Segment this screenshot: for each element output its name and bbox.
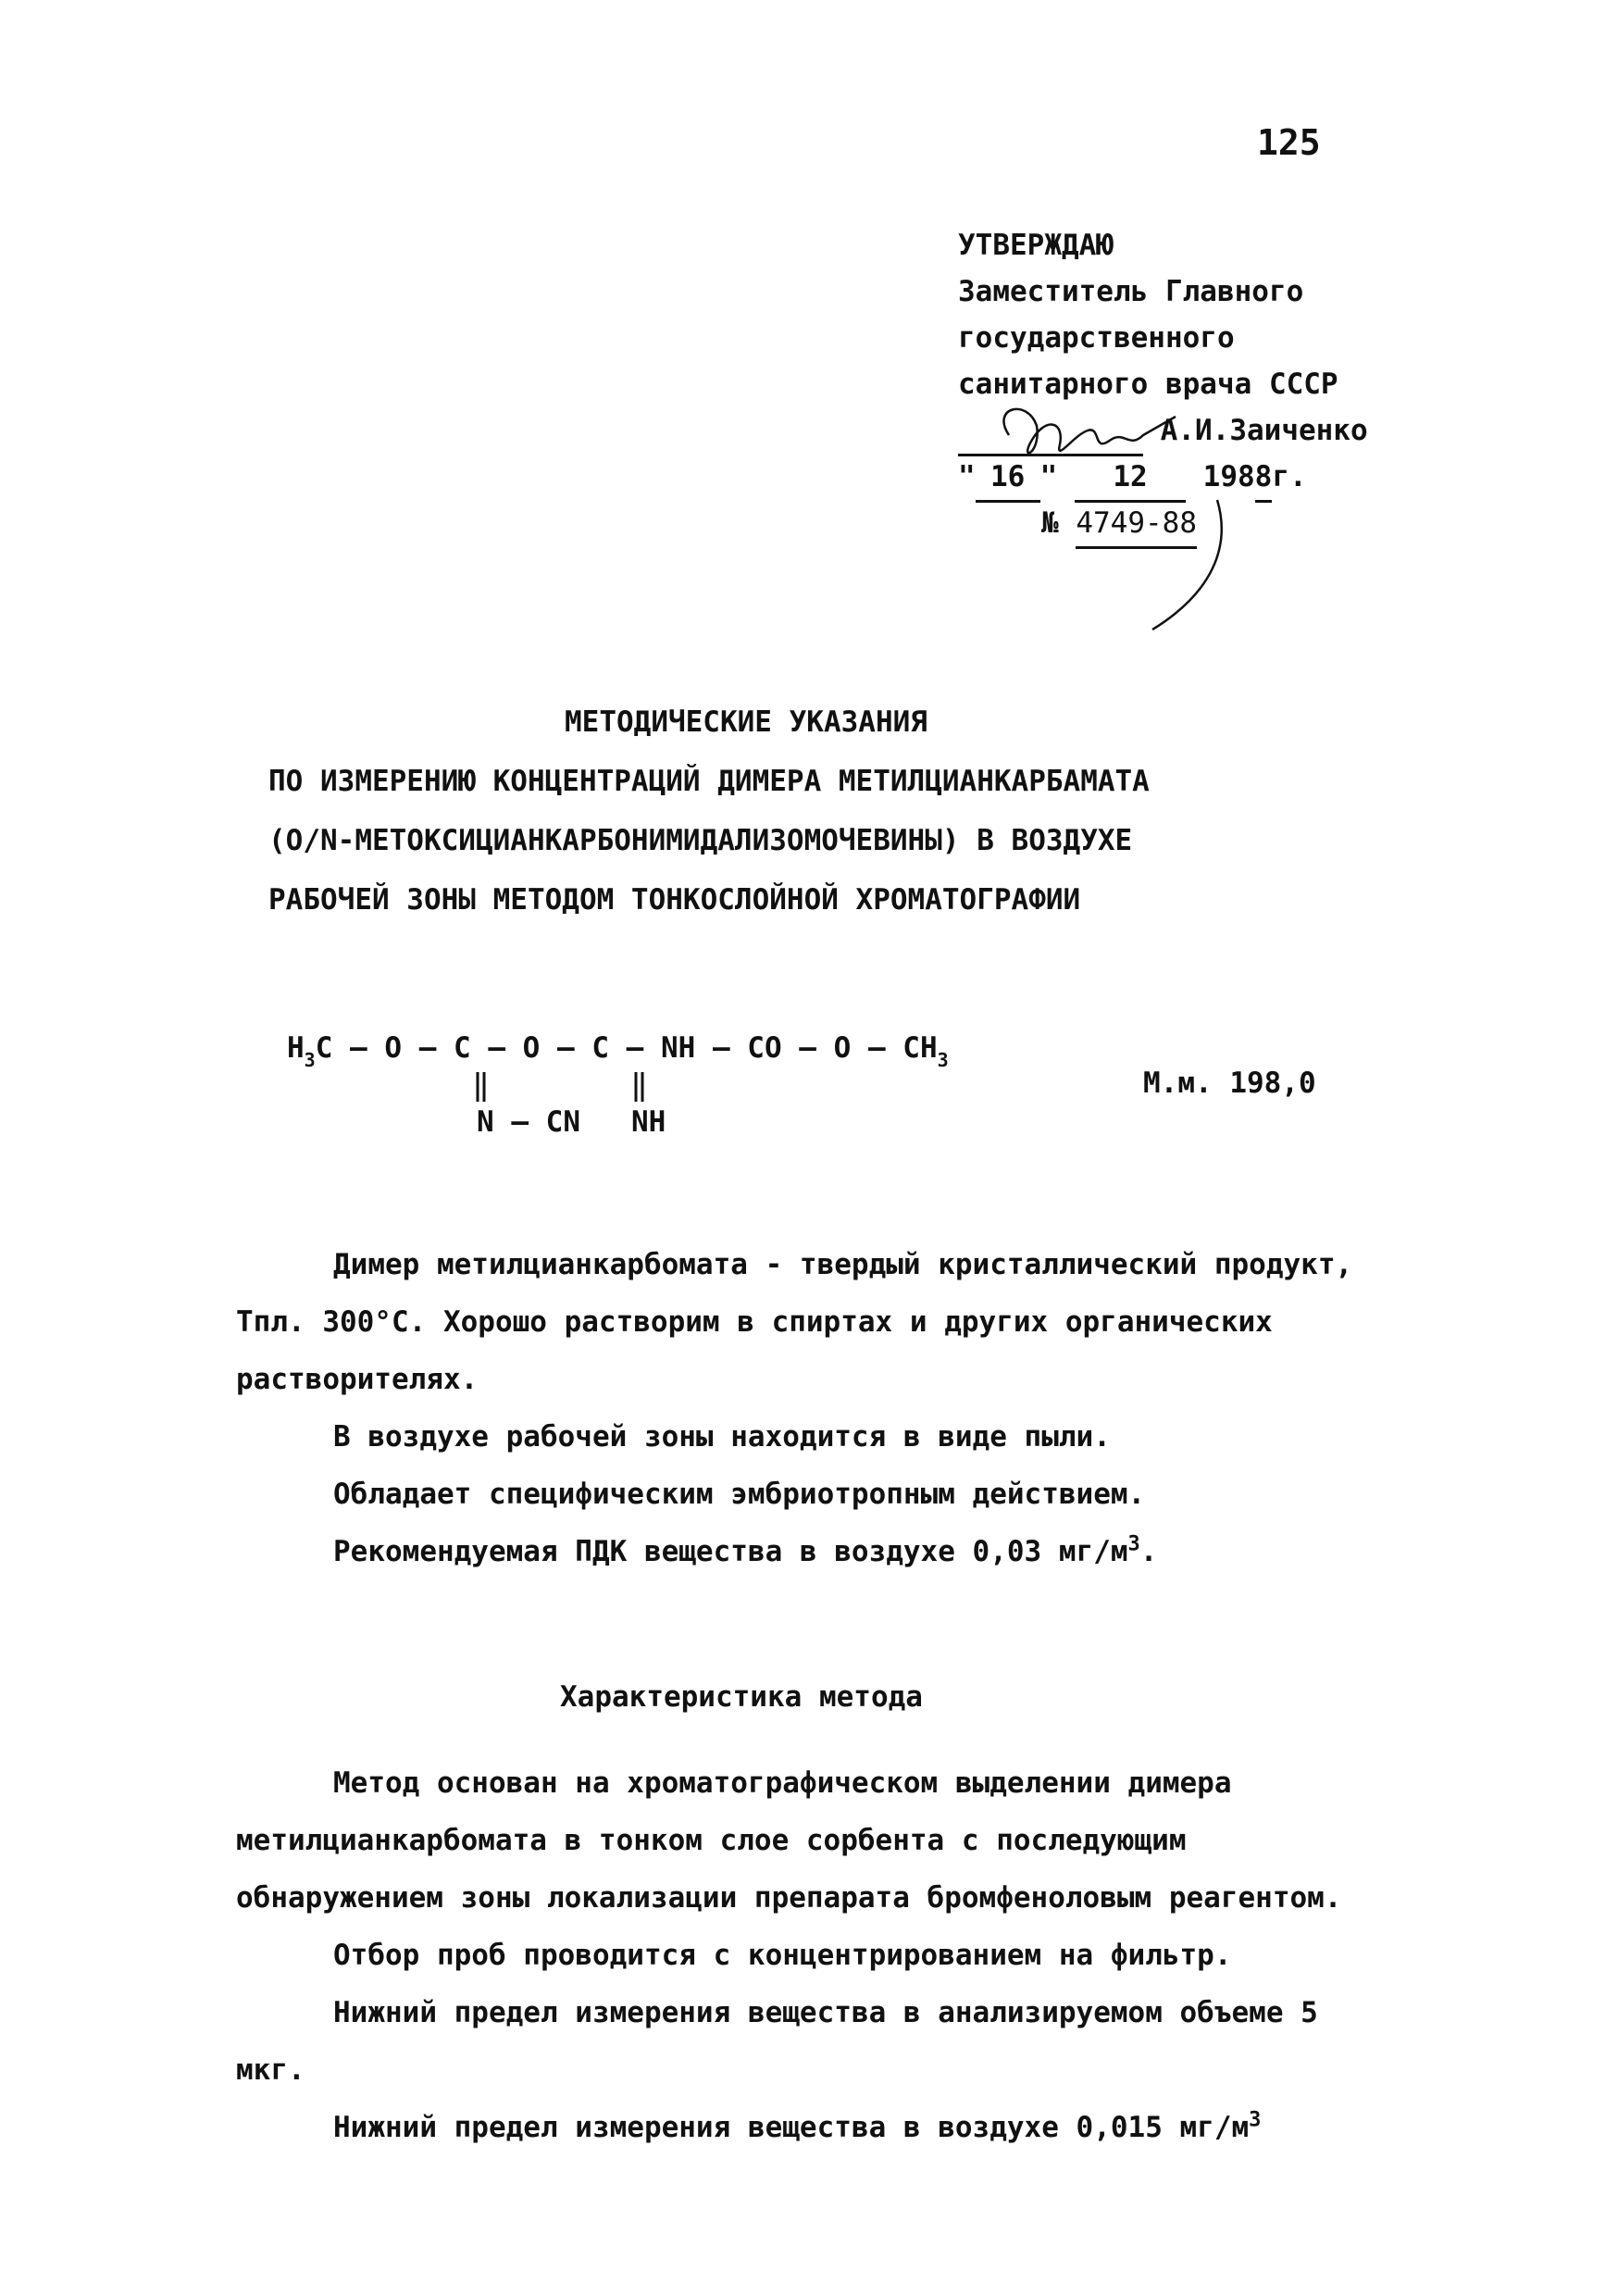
page-number: 125 — [1257, 122, 1321, 163]
formula-chain: C – O – C – O – C – NH – CO – O – CH — [315, 1031, 938, 1065]
date-day: 16 — [976, 454, 1040, 503]
formula-main-chain — [287, 1028, 949, 1071]
method-section — [236, 1754, 1384, 2156]
method-paragraph-1: Метод основан на хроматографическом выделении димера метилцианкарбомата в тонком слое сорбента с последующим обнаружением зоны локализации препарата бромфеноловым реагентом. — [236, 1766, 1342, 1915]
approval-position-line2: государственного — [958, 321, 1235, 355]
formula-lower-left: N – CN — [477, 1105, 580, 1139]
formula-lower-right: NH — [631, 1105, 666, 1139]
intro-paragraph-2: В воздухе рабочей зоны находится в виде пыли. — [333, 1420, 1111, 1454]
intro-paragraph-4 — [236, 1523, 1384, 1580]
double-bond-marks-right — [287, 1068, 676, 1105]
intro-paragraph-3: Обладает специфическим эмбриотропным действием. — [333, 1478, 1146, 1511]
title-main: МЕТОДИЧЕСКИЕ УКАЗАНИЯ — [565, 705, 927, 739]
approval-position-line1: Заместитель Главного — [958, 275, 1304, 308]
title-line-4: РАБОЧЕЙ ЗОНЫ МЕТОДОМ ТОНКОСЛОЙНОЙ ХРОМАТОГРАФИИ — [268, 883, 1081, 917]
document-title — [268, 693, 1472, 930]
date-year-suffix: 8 — [1255, 454, 1273, 503]
number-label: № — [1041, 506, 1059, 540]
date-suffix: г. — [1272, 460, 1307, 493]
method-paragraph-2: Отбор проб проводится с концентрированием на фильтр. — [333, 1939, 1232, 1972]
approval-date: " 16 " 12 1988г. — [958, 454, 1606, 500]
detection-limit-superscript: 3 — [1249, 2108, 1262, 2132]
date-month: 12 — [1075, 454, 1186, 503]
title-line-2: ПО ИЗМЕРЕНИЮ КОНЦЕНТРАЦИЙ ДИМЕРА МЕТИЛЦИАНКАРБАМАТА — [268, 765, 1150, 798]
pdk-end: . — [1139, 1535, 1158, 1568]
intro-section — [236, 1236, 1384, 1580]
formula-ch3-sub: 3 — [937, 1049, 949, 1071]
approval-position-line3: санитарного врача СССР — [958, 368, 1338, 401]
formula-h: H — [287, 1031, 305, 1065]
intro-paragraph-1: Димер метилцианкарбомата - твердый кристаллический продукт, Тпл. 300°С. Хорошо растворим в спиртах и других органических растворителях. — [236, 1248, 1353, 1396]
section-title: Характеристика метода — [560, 1680, 923, 1714]
approval-heading: УТВЕРЖДАЮ — [958, 229, 1114, 262]
signatory-name: А.И.Заиченко — [1160, 414, 1368, 447]
pdk-text: Рекомендуемая ПДК вещества в воздухе 0,03 мг/м — [333, 1535, 1128, 1568]
registration-number: 4749-88 — [1076, 500, 1197, 549]
handwritten-signature — [953, 398, 1259, 639]
structural-formula — [287, 1028, 949, 1139]
detection-limit-text: Нижний предел измерения вещества в воздухе 0,015 мг/м — [333, 2111, 1250, 2144]
formula-h-sub: 3 — [304, 1049, 316, 1071]
title-line-3: (О/N-МЕТОКСИЦИАНКАРБОНИМИДАЛИЗОМОЧЕВИНЫ) В ВОЗДУХЕ — [268, 824, 1133, 857]
method-paragraph-4 — [236, 2099, 1384, 2156]
method-paragraph-3: Нижний предел измерения вещества в анализируемом объеме 5 мкг. — [236, 1996, 1318, 2087]
pdk-superscript: 3 — [1127, 1532, 1140, 1556]
molecular-weight: М.м. 198,0 — [1143, 1067, 1316, 1100]
date-year-prefix: 198 — [1202, 460, 1255, 493]
